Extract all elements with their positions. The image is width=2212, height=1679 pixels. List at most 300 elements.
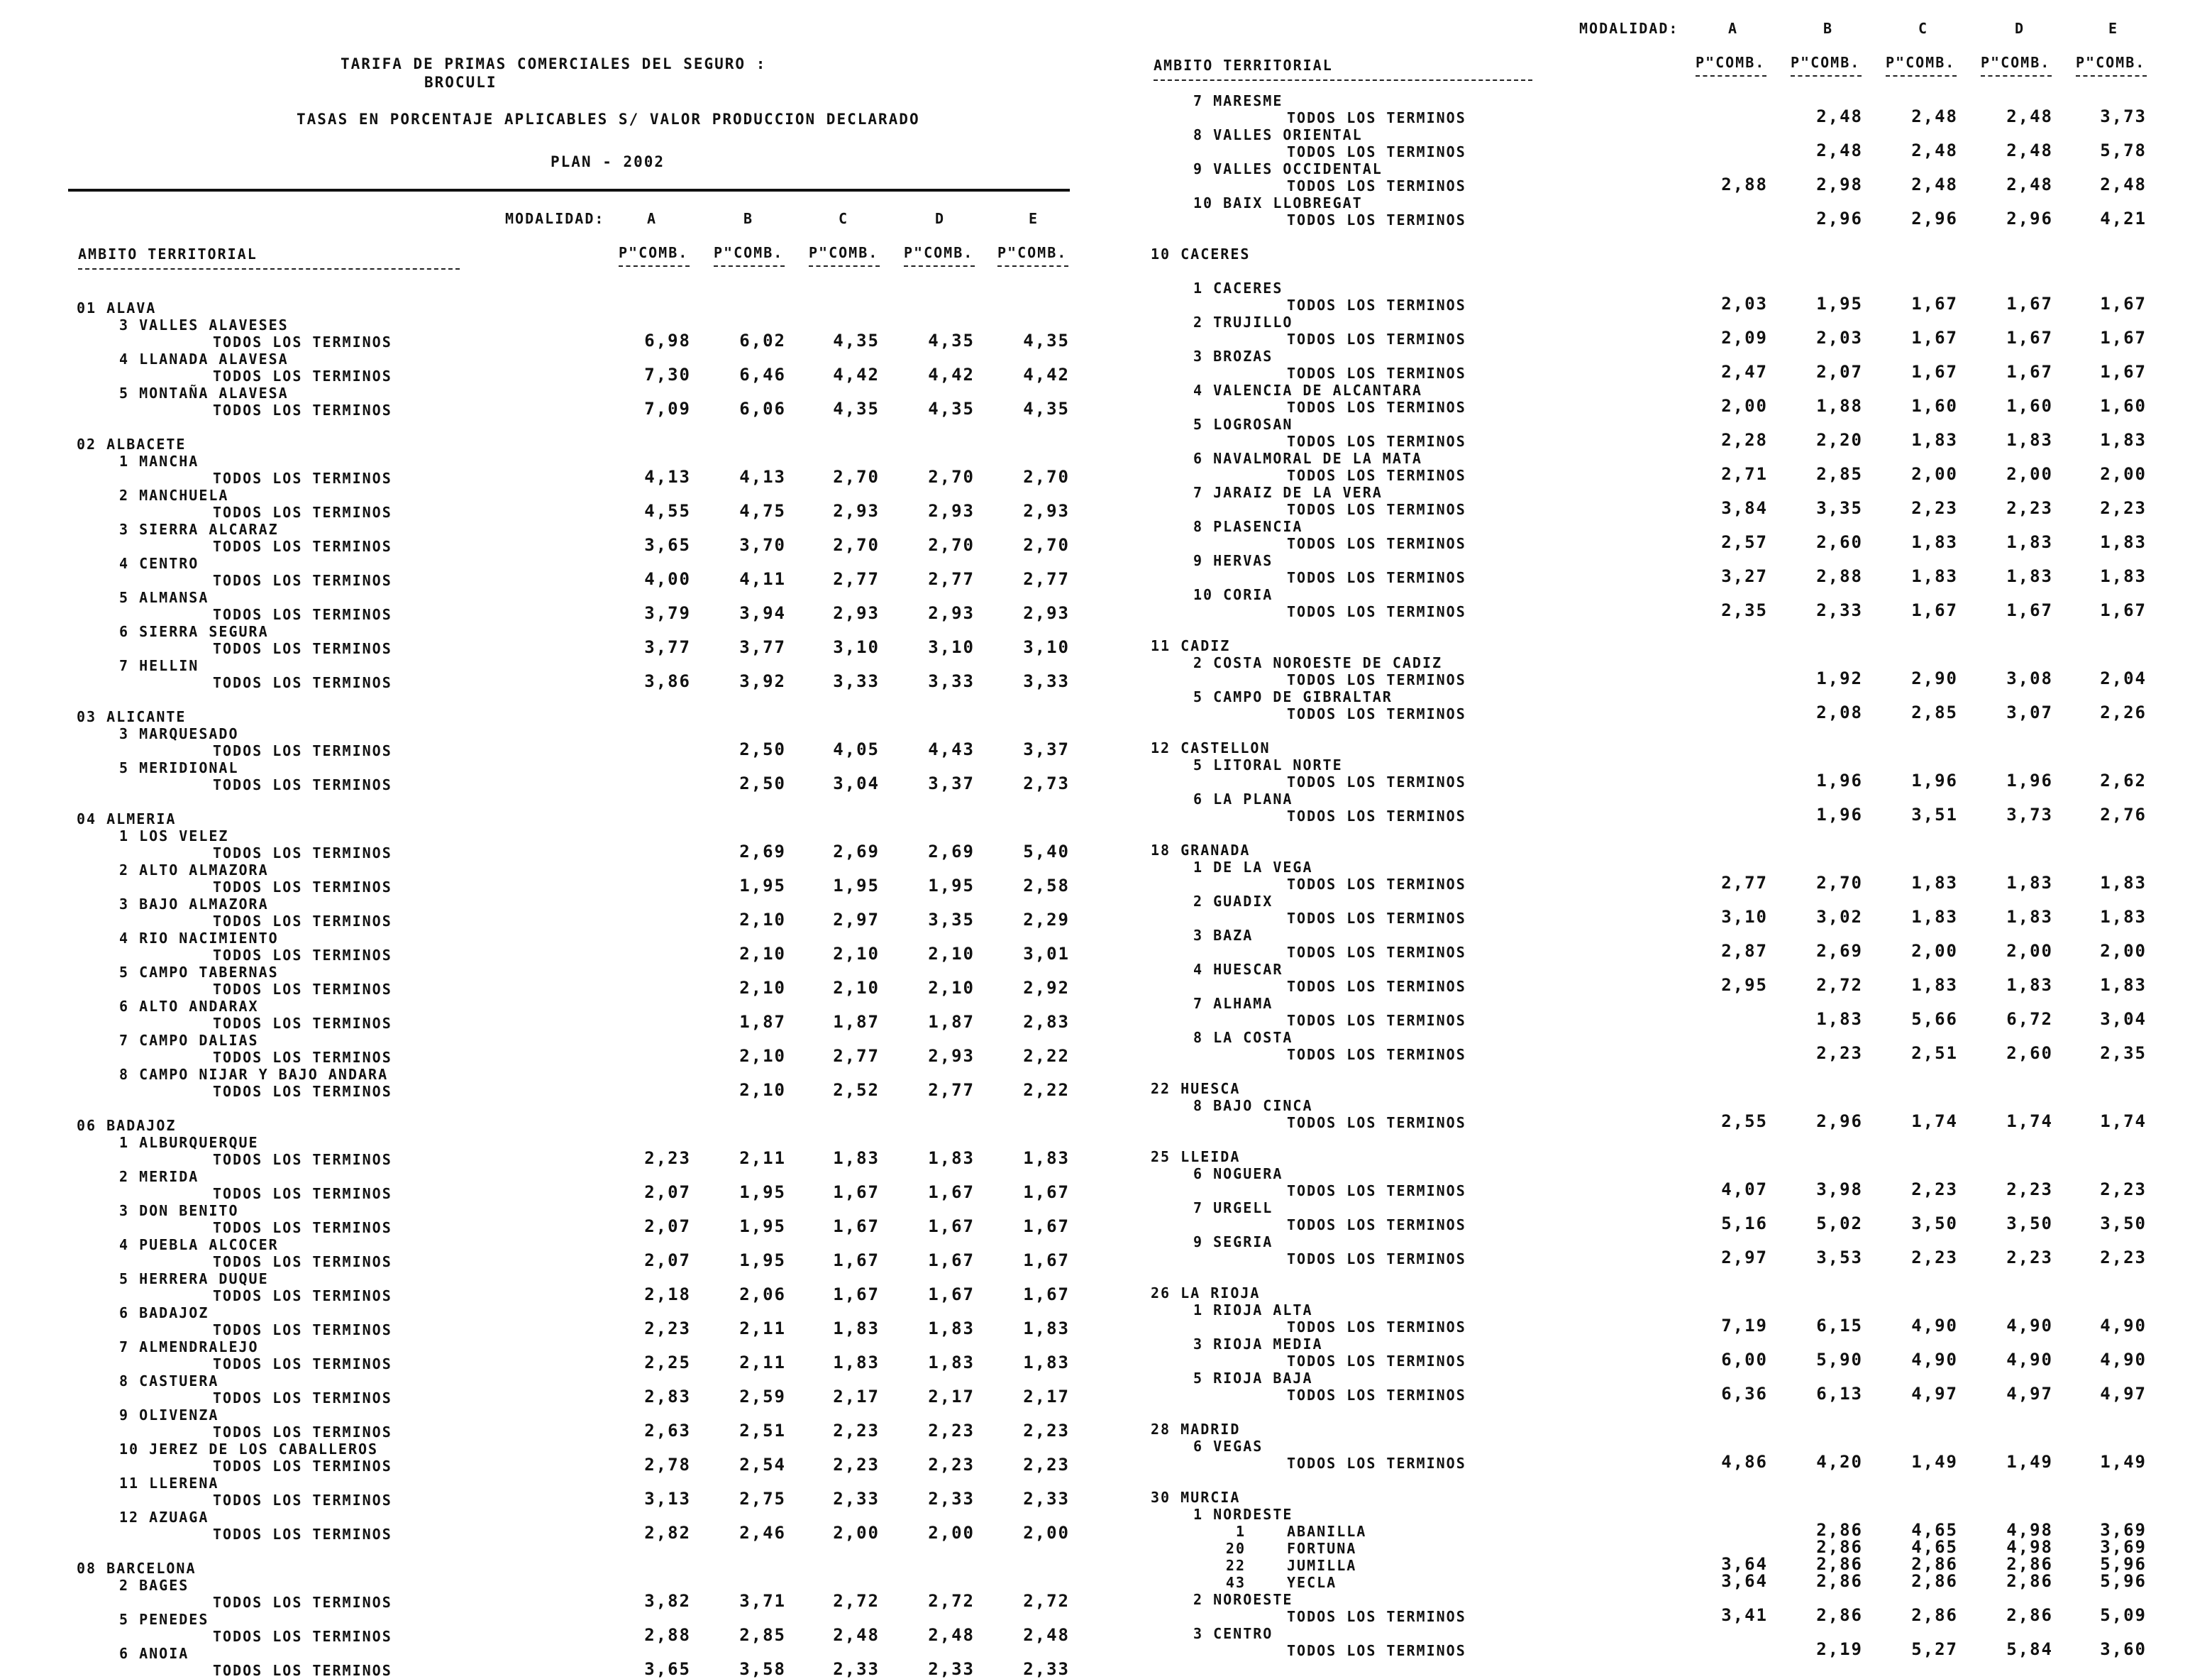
rate-cell-e: 2,35 (2100, 1043, 2147, 1063)
municipio-name: ABANILLA (1287, 1523, 1367, 1540)
rate-cell-d: 4,42 (928, 365, 975, 385)
rate-cell-c: 2,69 (833, 842, 880, 861)
termino-label: TODOS LOS TERMINOS (1287, 501, 1466, 518)
comarca-name: 5 HERRERA DUQUE (119, 1270, 269, 1287)
rate-cell-b: 1,95 (739, 1182, 786, 1202)
table-row (1107, 941, 2199, 961)
termino-label: TODOS LOS TERMINOS (1287, 569, 1466, 586)
rate-cell-c: 1,67 (1911, 600, 1958, 620)
rate-cell-c: 1,83 (833, 1319, 880, 1338)
comarca-name: 5 ALMANSA (119, 589, 209, 606)
ambito-underline (78, 268, 460, 270)
termino-label: TODOS LOS TERMINOS (213, 1321, 392, 1338)
comarca-name: 4 RIO NACIMIENTO (119, 930, 279, 947)
province-name: 11 CADIZ (1151, 637, 1231, 654)
rate-cell-d: 1,83 (928, 1148, 975, 1168)
province-row (1107, 1080, 2199, 1097)
rate-cell-b: 2,48 (1816, 141, 1863, 160)
comarca-name: 2 COSTA NOROESTE DE CADIZ (1193, 654, 1443, 671)
rate-cell-e: 1,83 (2100, 975, 2147, 995)
col-letter-b: B (743, 210, 754, 227)
rate-cell-b: 2,86 (1816, 1605, 1863, 1625)
rate-cell-b: 2,54 (739, 1455, 786, 1475)
comarca-name: 8 CAMPO NIJAR Y BAJO ANDARA (119, 1066, 389, 1083)
rate-cell-c: 2,33 (833, 1489, 880, 1509)
rate-cell-a: 5,16 (1721, 1213, 1768, 1233)
rate-cell-e: 2,29 (1023, 910, 1070, 930)
rate-cell-c: 2,85 (1911, 703, 1958, 722)
comarca-name: 4 CENTRO (119, 555, 199, 572)
rate-cell-d: 2,70 (928, 535, 975, 555)
termino-label: TODOS LOS TERMINOS (213, 1424, 392, 1441)
rate-cell-e: 1,83 (2100, 907, 2147, 927)
ambito-label: AMBITO TERRITORIAL (1154, 57, 1333, 74)
province-name: 18 GRANADA (1151, 842, 1251, 859)
rate-cell-d: 2,69 (928, 842, 975, 861)
province-name: 01 ALAVA (77, 299, 157, 316)
rate-cell-a: 2,71 (1721, 464, 1768, 484)
municipio-name: YECLA (1287, 1574, 1337, 1591)
comarca-name: 9 VALLES OCCIDENTAL (1193, 160, 1383, 177)
comarca-name: 5 PENEDES (119, 1611, 209, 1628)
termino-label: TODOS LOS TERMINOS (213, 640, 392, 657)
rate-cell-a: 7,19 (1721, 1316, 1768, 1336)
rate-cell-c: 1,87 (833, 1012, 880, 1032)
left-table-body (0, 282, 1093, 1679)
table-row (1107, 211, 2199, 229)
rate-cell-a: 3,65 (644, 1659, 691, 1679)
rate-cell-b: 1,96 (1816, 805, 1863, 825)
rate-cell-a: 3,77 (644, 637, 691, 657)
comarca-name: 5 CAMPO TABERNAS (119, 964, 279, 981)
rate-cell-a: 3,13 (644, 1489, 691, 1509)
rate-cell-a: 2,78 (644, 1455, 691, 1475)
comarca-name: 8 CASTUERA (119, 1372, 219, 1389)
pcomb-underline-d (904, 265, 975, 267)
rate-cell-d: 3,35 (928, 910, 975, 930)
termino-label: TODOS LOS TERMINOS (1287, 808, 1466, 825)
table-row (0, 1591, 1093, 1611)
rate-cell-b: 3,77 (739, 637, 786, 657)
column-letters (1107, 20, 2199, 38)
termino-label: TODOS LOS TERMINOS (1287, 705, 1466, 722)
comarca-name: 6 VEGAS (1193, 1438, 1263, 1455)
pcomb-e: P"COMB. (2076, 54, 2146, 71)
rate-cell-b: 1,95 (739, 876, 786, 896)
comarca-name: 5 MERIDIONAL (119, 759, 239, 776)
table-row (0, 1659, 1093, 1679)
pcomb-underline-a (1696, 75, 1766, 77)
comarca-name: 10 JEREZ DE LOS CABALLEROS (119, 1441, 379, 1458)
province-name: 28 MADRID (1151, 1421, 1241, 1438)
province-row (0, 1117, 1093, 1134)
termino-label: TODOS LOS TERMINOS (1287, 399, 1466, 416)
termino-label: TODOS LOS TERMINOS (213, 606, 392, 623)
table-row (0, 876, 1093, 896)
rate-cell-c: 1,67 (1911, 294, 1958, 314)
rate-cell-a: 2,82 (644, 1523, 691, 1543)
rate-cell-e: 3,69 (2100, 1520, 2147, 1540)
province-name: 26 LA RIOJA (1151, 1284, 1261, 1301)
rate-cell-a: 4,13 (644, 467, 691, 487)
rate-cell-d: 1,67 (2006, 362, 2053, 382)
rate-cell-d: 1,83 (2006, 907, 2053, 927)
rate-cell-c: 1,67 (1911, 328, 1958, 348)
rate-cell-a: 6,98 (644, 331, 691, 351)
rate-cell-e: 2,33 (1023, 1659, 1070, 1679)
rate-cell-c: 2,72 (833, 1591, 880, 1611)
pcomb-d: P"COMB. (1981, 54, 2051, 71)
rate-cell-d: 3,33 (928, 671, 975, 691)
table-row (1107, 430, 2199, 450)
termino-label: TODOS LOS TERMINOS (213, 538, 392, 555)
termino-label: TODOS LOS TERMINOS (1287, 1114, 1466, 1131)
rate-cell-d: 1,67 (928, 1250, 975, 1270)
province-row (1107, 1421, 2199, 1438)
rate-cell-b: 6,46 (739, 365, 786, 385)
table-row (1107, 705, 2199, 722)
rate-cell-b: 1,92 (1816, 668, 1863, 688)
rate-cell-c: 1,95 (833, 876, 880, 896)
comarca-name: 3 BAZA (1193, 927, 1254, 944)
termino-label: TODOS LOS TERMINOS (213, 913, 392, 930)
table-row (1107, 464, 2199, 484)
rate-cell-d: 2,77 (928, 569, 975, 589)
table-row (1107, 1639, 2199, 1659)
rate-cell-e: 1,83 (1023, 1353, 1070, 1372)
rate-cell-b: 3,53 (1816, 1248, 1863, 1267)
comarca-name: 8 BAJO CINCA (1193, 1097, 1313, 1114)
rate-cell-a: 4,07 (1721, 1179, 1768, 1199)
rate-cell-d: 3,37 (928, 774, 975, 793)
comarca-name: 6 LA PLANA (1193, 791, 1293, 808)
comarca-name: 5 LOGROSAN (1193, 416, 1293, 433)
table-row (1107, 1384, 2199, 1404)
rate-cell-b: 2,86 (1816, 1537, 1863, 1557)
table-row (1107, 177, 2199, 194)
rate-cell-b: 2,69 (739, 842, 786, 861)
rate-cell-e: 4,42 (1023, 365, 1070, 385)
right-table-body (1107, 92, 2199, 1659)
table-row (0, 1489, 1093, 1509)
rate-cell-d: 2,23 (928, 1455, 975, 1475)
pcomb-underline-c (1886, 75, 1957, 77)
rate-cell-b: 6,15 (1816, 1316, 1863, 1336)
table-row (1107, 907, 2199, 927)
table-row (1107, 1316, 2199, 1336)
table-row (1107, 566, 2199, 586)
comarca-name: 1 NORDESTE (1193, 1506, 1293, 1523)
rate-cell-e: 2,23 (2100, 1248, 2147, 1267)
rate-cell-e: 3,73 (2100, 106, 2147, 126)
rate-cell-d: 2,93 (928, 501, 975, 521)
col-letter-b: B (1823, 20, 1834, 37)
rate-cell-a: 2,63 (644, 1421, 691, 1441)
termino-label: TODOS LOS TERMINOS (1287, 944, 1466, 961)
rate-cell-c: 4,35 (833, 399, 880, 419)
comarca-name: 2 TRUJILLO (1193, 314, 1293, 331)
table-row (0, 467, 1093, 487)
rate-cell-a: 2,03 (1721, 294, 1768, 314)
rate-cell-d: 1,67 (2006, 294, 2053, 314)
rate-cell-e: 2,23 (2100, 1179, 2147, 1199)
table-row (0, 1421, 1093, 1441)
termino-label: TODOS LOS TERMINOS (213, 1049, 392, 1066)
rate-cell-b: 3,35 (1816, 498, 1863, 518)
comarca-name: 2 GUADIX (1193, 893, 1273, 910)
rate-cell-d: 3,10 (928, 637, 975, 657)
rate-cell-c: 2,48 (1911, 175, 1958, 194)
comarca-name: 8 LA COSTA (1193, 1029, 1293, 1046)
col-letter-d: D (2015, 20, 2025, 37)
termino-label: TODOS LOS TERMINOS (1287, 467, 1466, 484)
rate-cell-d: 3,73 (2006, 805, 2053, 825)
rate-cell-b: 3,58 (739, 1659, 786, 1679)
table-row (0, 399, 1093, 419)
province-row (1107, 637, 2199, 654)
rate-cell-a: 2,35 (1721, 600, 1768, 620)
comarca-name: 3 RIOJA MEDIA (1193, 1336, 1323, 1353)
rate-cell-c: 2,70 (833, 467, 880, 487)
termino-label: TODOS LOS TERMINOS (1287, 603, 1466, 620)
table-row (0, 535, 1093, 555)
rate-cell-c: 1,83 (1911, 430, 1958, 450)
rate-cell-e: 1,67 (2100, 328, 2147, 348)
rate-cell-b: 2,07 (1816, 362, 1863, 382)
comarca-name: 5 CAMPO DE GIBRALTAR (1193, 688, 1393, 705)
province-name: 25 LLEIDA (1151, 1148, 1241, 1165)
comarca-name: 3 VALLES ALAVESES (119, 316, 289, 334)
rate-cell-d: 2,00 (2006, 941, 2053, 961)
rate-cell-d: 2,10 (928, 978, 975, 998)
termino-label: TODOS LOS TERMINOS (213, 1253, 392, 1270)
pcomb-underline-e (2076, 75, 2147, 77)
municipio-name: JUMILLA (1287, 1557, 1357, 1574)
table-row (1107, 771, 2199, 791)
rate-cell-e: 2,93 (1023, 603, 1070, 623)
table-row (1107, 396, 2199, 416)
termino-label: TODOS LOS TERMINOS (213, 1355, 392, 1372)
rate-cell-e: 2,00 (1023, 1523, 1070, 1543)
rate-cell-c: 2,86 (1911, 1605, 1958, 1625)
rate-cell-a: 2,07 (644, 1216, 691, 1236)
termino-label: TODOS LOS TERMINOS (213, 572, 392, 589)
ambito-underline (1154, 79, 1532, 81)
rate-cell-a: 3,86 (644, 671, 691, 691)
termino-label: TODOS LOS TERMINOS (213, 742, 392, 759)
comarca-name: 2 MERIDA (119, 1168, 199, 1185)
rate-cell-c: 1,74 (1911, 1111, 1958, 1131)
rate-cell-a: 2,83 (644, 1387, 691, 1406)
rate-cell-a: 2,57 (1721, 532, 1768, 552)
province-row (0, 810, 1093, 827)
rate-cell-c: 5,27 (1911, 1639, 1958, 1659)
rate-cell-c: 1,83 (833, 1353, 880, 1372)
rate-cell-d: 6,72 (2006, 1009, 2053, 1029)
rate-cell-b: 2,96 (1816, 1111, 1863, 1131)
rate-cell-e: 2,17 (1023, 1387, 1070, 1406)
rate-cell-d: 2,93 (928, 603, 975, 623)
rate-cell-b: 3,92 (739, 671, 786, 691)
rate-cell-a: 3,84 (1721, 498, 1768, 518)
rate-cell-d: 3,50 (2006, 1213, 2053, 1233)
rate-cell-e: 1,67 (2100, 294, 2147, 314)
rate-cell-b: 1,83 (1816, 1009, 1863, 1029)
comarca-name: 4 HUESCAR (1193, 961, 1283, 978)
rate-cell-d: 4,98 (2006, 1537, 2053, 1557)
pcomb-underline-b (714, 265, 785, 267)
table-row (0, 1080, 1093, 1100)
comarca-name: 1 ALBURQUERQUE (119, 1134, 259, 1151)
rate-cell-b: 3,71 (739, 1591, 786, 1611)
comarca-name: 2 ALTO ALMAZORA (119, 861, 269, 879)
table-row (0, 365, 1093, 385)
termino-label: TODOS LOS TERMINOS (213, 1662, 392, 1679)
row-spacer (1107, 1267, 2199, 1284)
rate-cell-d: 2,17 (928, 1387, 975, 1406)
col-letter-e: E (2108, 20, 2119, 37)
municipio-code: 20 (1225, 1540, 1246, 1557)
comarca-name: 5 RIOJA BAJA (1193, 1370, 1313, 1387)
rate-cell-b: 2,33 (1816, 600, 1863, 620)
row-spacer (1107, 722, 2199, 739)
comarca-name: 3 MARQUESADO (119, 725, 239, 742)
rate-cell-b: 2,96 (1816, 209, 1863, 229)
table-row (1107, 498, 2199, 518)
rate-cell-d: 1,67 (928, 1284, 975, 1304)
termino-label: TODOS LOS TERMINOS (1287, 1642, 1466, 1659)
comarca-name: 5 LITORAL NORTE (1193, 756, 1343, 774)
rate-cell-a: 2,00 (1721, 396, 1768, 416)
comarca-name: 3 DON BENITO (119, 1202, 239, 1219)
rate-cell-c: 2,93 (833, 501, 880, 521)
province-row (1107, 1284, 2199, 1301)
province-name: 03 ALICANTE (77, 708, 187, 725)
table-row (0, 603, 1093, 623)
table-row (0, 331, 1093, 351)
termino-label: TODOS LOS TERMINOS (1287, 297, 1466, 314)
rate-cell-c: 1,67 (833, 1216, 880, 1236)
pcomb-a: P"COMB. (1696, 54, 1766, 71)
termino-label: TODOS LOS TERMINOS (213, 1219, 392, 1236)
left-page (0, 0, 1093, 1679)
rate-cell-b: 2,06 (739, 1284, 786, 1304)
rate-cell-c: 2,10 (833, 944, 880, 964)
comarca-name: 1 MANCHA (119, 453, 199, 470)
comarca-name: 6 ANOIA (119, 1645, 189, 1662)
pcomb-underline-b (1791, 75, 1862, 77)
table-row (0, 910, 1093, 930)
rate-cell-e: 2,92 (1023, 978, 1070, 998)
termino-label: TODOS LOS TERMINOS (1287, 876, 1466, 893)
comarca-name: 6 BADAJOZ (119, 1304, 209, 1321)
rate-cell-b: 2,10 (739, 910, 786, 930)
table-row (1107, 362, 2199, 382)
rate-cell-d: 2,86 (2006, 1605, 2053, 1625)
rate-cell-a: 6,36 (1721, 1384, 1768, 1404)
row-spacer (1107, 825, 2199, 842)
rate-cell-d: 2,33 (928, 1659, 975, 1679)
rate-cell-c: 2,86 (1911, 1571, 1958, 1591)
rate-cell-c: 1,83 (1911, 873, 1958, 893)
rate-cell-e: 2,00 (2100, 941, 2147, 961)
row-spacer (1107, 229, 2199, 246)
rate-cell-a: 7,30 (644, 365, 691, 385)
termino-label: TODOS LOS TERMINOS (1287, 1046, 1466, 1063)
rate-cell-b: 2,59 (739, 1387, 786, 1406)
row-spacer (0, 282, 1093, 299)
rate-cell-d: 2,72 (928, 1591, 975, 1611)
termino-label: TODOS LOS TERMINOS (1287, 1353, 1466, 1370)
rate-cell-e: 1,74 (2100, 1111, 2147, 1131)
rate-cell-c: 2,00 (1911, 941, 1958, 961)
rate-cell-d: 1,67 (928, 1216, 975, 1236)
rate-cell-b: 2,19 (1816, 1639, 1863, 1659)
rate-cell-d: 2,96 (2006, 209, 2053, 229)
rate-cell-c: 2,90 (1911, 668, 1958, 688)
rate-cell-c: 2,23 (1911, 1248, 1958, 1267)
termino-label: TODOS LOS TERMINOS (213, 1185, 392, 1202)
rate-cell-d: 2,86 (2006, 1571, 2053, 1591)
municipio-code: 43 (1225, 1574, 1246, 1591)
rate-cell-b: 3,02 (1816, 907, 1863, 927)
rate-cell-c: 3,50 (1911, 1213, 1958, 1233)
rate-cell-b: 2,23 (1816, 1043, 1863, 1063)
termino-label: TODOS LOS TERMINOS (213, 981, 392, 998)
rate-cell-c: 4,65 (1911, 1520, 1958, 1540)
rate-cell-a: 2,77 (1721, 873, 1768, 893)
comarca-name: 6 SIERRA SEGURA (119, 623, 269, 640)
table-row (0, 1355, 1093, 1372)
rate-cell-e: 2,26 (2100, 703, 2147, 722)
rate-cell-c: 2,17 (833, 1387, 880, 1406)
rate-cell-d: 3,08 (2006, 668, 2053, 688)
rate-cell-c: 2,52 (833, 1080, 880, 1100)
comarca-name: 7 CAMPO DALIAS (119, 1032, 259, 1049)
rate-cell-b: 2,03 (1816, 328, 1863, 348)
col-letter-d: D (935, 210, 946, 227)
table-row (0, 739, 1093, 759)
rate-cell-c: 4,90 (1911, 1350, 1958, 1370)
rate-cell-a: 3,79 (644, 603, 691, 623)
column-letters (0, 210, 1093, 229)
termino-label: TODOS LOS TERMINOS (1287, 1012, 1466, 1029)
termino-label: TODOS LOS TERMINOS (1287, 1319, 1466, 1336)
rate-cell-e: 2,76 (2100, 805, 2147, 825)
col-letter-c: C (1918, 20, 1929, 37)
table-row (1107, 1571, 2199, 1591)
province-row (0, 1560, 1093, 1577)
table-row (0, 1216, 1093, 1236)
table-row (1107, 106, 2199, 126)
rate-cell-c: 2,77 (833, 1046, 880, 1066)
rate-cell-a: 7,09 (644, 399, 691, 419)
rate-cell-a: 2,95 (1721, 975, 1768, 995)
termino-label: TODOS LOS TERMINOS (213, 1458, 392, 1475)
rate-cell-e: 1,83 (2100, 430, 2147, 450)
rate-cell-d: 2,23 (2006, 1248, 2053, 1267)
rate-cell-b: 1,96 (1816, 771, 1863, 791)
rate-cell-e: 4,90 (2100, 1316, 2147, 1336)
rate-cell-b: 1,95 (1816, 294, 1863, 314)
rate-cell-e: 4,35 (1023, 399, 1070, 419)
rate-cell-e: 1,49 (2100, 1452, 2147, 1472)
rate-cell-c: 4,90 (1911, 1316, 1958, 1336)
termino-label: TODOS LOS TERMINOS (213, 776, 392, 793)
rate-cell-d: 2,23 (2006, 498, 2053, 518)
rate-cell-e: 5,96 (2100, 1554, 2147, 1574)
table-row (0, 501, 1093, 521)
